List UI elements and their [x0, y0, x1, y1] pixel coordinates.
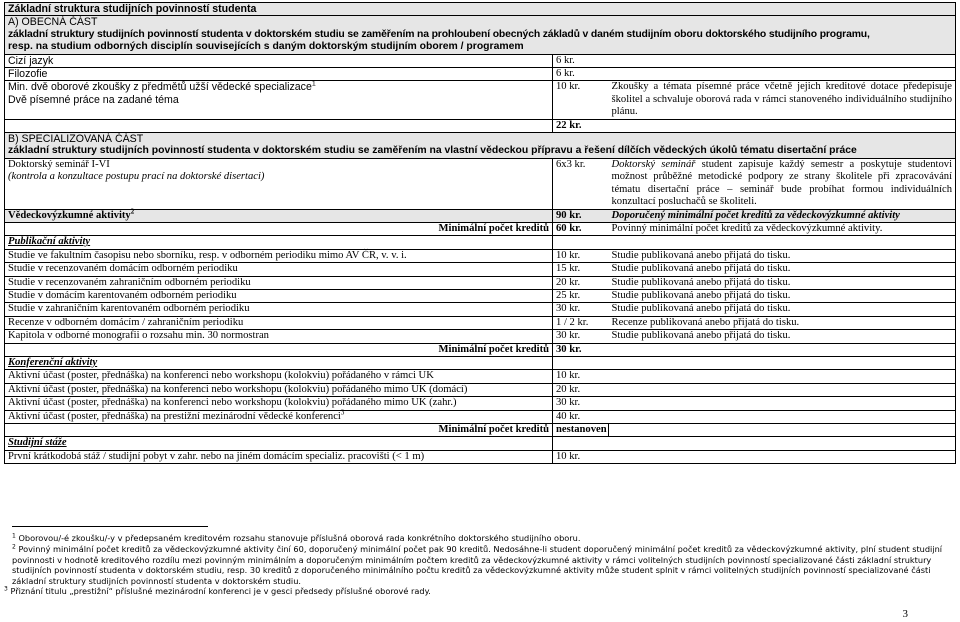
section-a-total-row: [5, 119, 956, 132]
table-row: [5, 289, 956, 302]
publications-min-credits: 30 kr.: [553, 343, 609, 356]
table-row: [5, 450, 956, 463]
row-note: Studie publikovaná anebo přijatá do tisku.: [609, 249, 956, 262]
footnote-number: 3: [4, 585, 8, 593]
page-number: 3: [902, 608, 908, 620]
publications-min-label: Minimální počet kreditů: [5, 343, 553, 356]
table-row: [5, 397, 956, 410]
table-row: [5, 68, 956, 81]
row-label: Aktivní účast (poster, přednáška) na konferenci nebo workshopu (kolokviu) pořádaného mimo UK (domácí): [5, 383, 553, 396]
written-label: Dvě písemné práce na zadané téma: [8, 93, 179, 106]
table-row: [5, 303, 956, 316]
footnote-1: [12, 533, 949, 544]
seminar-note: student zapisuje každý semestr a poskytuje studentovi možnost průběžné metodické podpory ze strany školitele při zpracovávání tématu disertační práce – seminář bude probíhat formou individuálních konzultací posluchačů se školiteli.: [611, 158, 953, 208]
row-note: Studie publikovaná anebo přijatá do tisku.: [609, 263, 956, 276]
section-a-header: [5, 16, 956, 54]
research-min-note: Povinný minimální počet kreditů za vědeckovýzkumné aktivity.: [609, 222, 956, 235]
seminar-row: [5, 158, 956, 209]
row-label: Aktivní účast (poster, přednáška) na prestižní mezinárodní vědecké konferenci: [8, 410, 341, 422]
research-min-row: [5, 222, 956, 235]
row-label: Cizí jazyk: [5, 54, 553, 67]
stays-heading: Studijní stáže: [5, 437, 553, 450]
table-row: [5, 249, 956, 262]
row-credits: 20 kr.: [553, 276, 609, 289]
row-note: Studie publikovaná anebo přijatá do tisku.: [609, 303, 956, 316]
table-row: [5, 330, 956, 343]
section-a-total: 22 kr.: [553, 119, 609, 132]
seminar-sub: (kontrola a konzultace postupu prací na doktorské disertaci): [8, 171, 265, 183]
footnote-number: 2: [12, 543, 16, 551]
page-title: Základní struktura studijních povinností studenta: [5, 3, 956, 16]
conferences-heading: Konferenční aktivity: [5, 356, 553, 369]
stays-heading-row: [5, 437, 956, 450]
conferences-min-label: Minimální počet kreditů: [5, 424, 553, 437]
exams-label: Min. dvě oborové zkoušky z předmětů užší vědecké specializace: [8, 81, 312, 94]
row-label: Studie v domácím karentovaném odborném periodiku: [5, 289, 553, 302]
section-b-header: [5, 133, 956, 159]
row-note: Recenze publikovaná anebo přijatá do tisku.: [609, 316, 956, 329]
row-label: Filozofie: [5, 68, 553, 81]
seminar-credits: 6x3 kr.: [553, 158, 609, 209]
row-label: Studie v recenzovaném zahraničním odborném periodiku: [5, 276, 553, 289]
row-label: Aktivní účast (poster, přednáška) na konferenci nebo workshopu (kolokviu) pořádaného mimo UK (zahr.): [5, 397, 553, 410]
footnote-ref-2: 2: [130, 206, 135, 215]
footnote-2: [12, 544, 949, 586]
research-min-label: Minimální počet kreditů: [5, 222, 553, 235]
row-credits: 10 kr.: [553, 249, 609, 262]
exams-note: Zkoušky a témata písemné práce včetně jejich kreditové dotace předepisuje školitel a schvaluje oborová rada v rámci stanoveného individuálního studijního plánu.: [609, 81, 956, 119]
row-credits: 1 / 2 kr.: [553, 316, 609, 329]
row-credits: 30 kr.: [553, 397, 609, 410]
section-a-desc-2: resp. na studium odborných disciplín souvisejících s daným doktorským studijním oborem / programem: [8, 41, 524, 53]
footnote-ref-3: 3: [340, 408, 345, 417]
row-credits: 6 kr.: [553, 68, 609, 81]
research-label: Vědeckovýzkumné aktivity: [8, 209, 131, 221]
table-row: [5, 263, 956, 276]
row-note: Studie publikovaná anebo přijatá do tisku.: [609, 330, 956, 343]
row-label: Recenze v odborném domácím / zahraničním periodiku: [5, 316, 553, 329]
row-credits: 20 kr.: [553, 383, 609, 396]
footnote-ref-1: 1: [311, 80, 316, 88]
row-label: Studie v recenzovaném domácím odborném periodiku: [5, 263, 553, 276]
section-a-desc-1: základní struktury studijních povinností studenta v doktorském studiu se zaměřením na prohloubení obecných základů v daném studijním oboru doktorského studijního programu,: [8, 28, 870, 40]
row-label: První krátkodobá stáž / studijní pobyt v zahr. nebo na jiném domácím specializ. pracovišti (< 1 m): [5, 450, 553, 463]
row-label: Aktivní účast (poster, přednáška) na konferenci nebo workshopu (kolokviu) pořádaného v rámci UK: [5, 370, 553, 383]
table-row: [5, 383, 956, 396]
row-credits: 25 kr.: [553, 289, 609, 302]
row-credits: 30 kr.: [553, 303, 609, 316]
publications-heading: Publikační aktivity: [5, 236, 553, 249]
exams-row: [5, 81, 956, 119]
row-credits: 10 kr.: [553, 370, 609, 383]
table-row: [5, 54, 956, 67]
footnote-text: Přiznání titulu „prestižní“ příslušné mezinárodní konferenci je v gesci předsedy příslušné oborové rady.: [10, 586, 431, 596]
footnote-text: Oborovou/-é zkoušku/-y v předepsaném kreditovém rozsahu stanovuje příslušná oborová rada konkrétního doktorského studijního oboru.: [18, 533, 581, 543]
seminar-label: Doktorský seminář I-VI: [8, 158, 110, 170]
research-row: [5, 209, 956, 222]
conferences-min-value: nestanoven: [553, 424, 609, 437]
study-structure-table: [4, 2, 956, 464]
section-a-heading: A) OBECNÁ ČÁST: [8, 16, 98, 29]
row-credits: 40 kr.: [553, 410, 609, 423]
conferences-heading-row: [5, 356, 956, 369]
row-label: Studie ve fakultním časopisu nebo sborníku, resp. v odborném periodiku mimo AV ČR, v. v. i.: [5, 249, 553, 262]
row-credits: 30 kr.: [553, 330, 609, 343]
row-note: Studie publikovaná anebo přijatá do tisku.: [609, 289, 956, 302]
table-row: [5, 410, 956, 423]
research-note: Doporučený minimální počet kreditů za vědeckovýzkumné aktivity: [609, 209, 956, 222]
row-credits: 6 kr.: [553, 54, 609, 67]
footnote-separator: [12, 526, 208, 527]
row-label: Studie v zahraničním karentovaném odborném periodiku: [5, 303, 553, 316]
row-label: Kapitola v odborné monografii o rozsahu min. 30 normostran: [5, 330, 553, 343]
publications-min-row: [5, 343, 956, 356]
conferences-min-row: [5, 424, 956, 437]
section-b-heading: B) SPECIALIZOVANÁ ČÁST: [8, 133, 144, 146]
section-b-desc: základní struktury studijních povinností studenta v doktorském studiu se zaměřením na vlastní vědeckou přípravu a řešení dílčích vědeckých úkolů tématu disertační práce: [8, 145, 857, 157]
footnote-number: 1: [12, 532, 16, 540]
table-row: [5, 316, 956, 329]
row-note: Studie publikovaná anebo přijatá do tisku.: [609, 276, 956, 289]
exams-credits: 10 kr.: [553, 81, 609, 119]
table-row: [5, 276, 956, 289]
research-min-credits: 60 kr.: [553, 222, 609, 235]
row-credits: 10 kr.: [553, 450, 609, 463]
table-row: [5, 370, 956, 383]
title-row: [5, 3, 956, 16]
research-credits: 90 kr.: [553, 209, 609, 222]
row-credits: 15 kr.: [553, 263, 609, 276]
footnote-3: [4, 586, 949, 597]
publications-heading-row: [5, 236, 956, 249]
seminar-note-italic: Doktorský seminář: [611, 158, 696, 170]
footnote-text: Povinný minimální počet kreditů za vědeckovýzkumné aktivity činí 60, doporučený minimální počet pak 90 kreditů. Nedosáhne-li student doporučený minimální počet kreditů za vědeckovýzkumné aktivity, plní student studijní povinnosti v hodnotě kreditového rozdílu mezi povinným minimálním a doporučeným minimálním počtem kreditů za vědeckovýzkumné aktivity v rámci volitelných studijních povinností specializované části základní struktury studijních povinností studenta v doktorském studiu, resp. 30 kreditů z doporučeného minimálního počtu kreditů za vědeckovýzkumné aktivity může student splnit v rámci volitelných studijních povinností specializované části základní struktury studijních povinností studenta v doktorském studiu.: [12, 544, 943, 586]
